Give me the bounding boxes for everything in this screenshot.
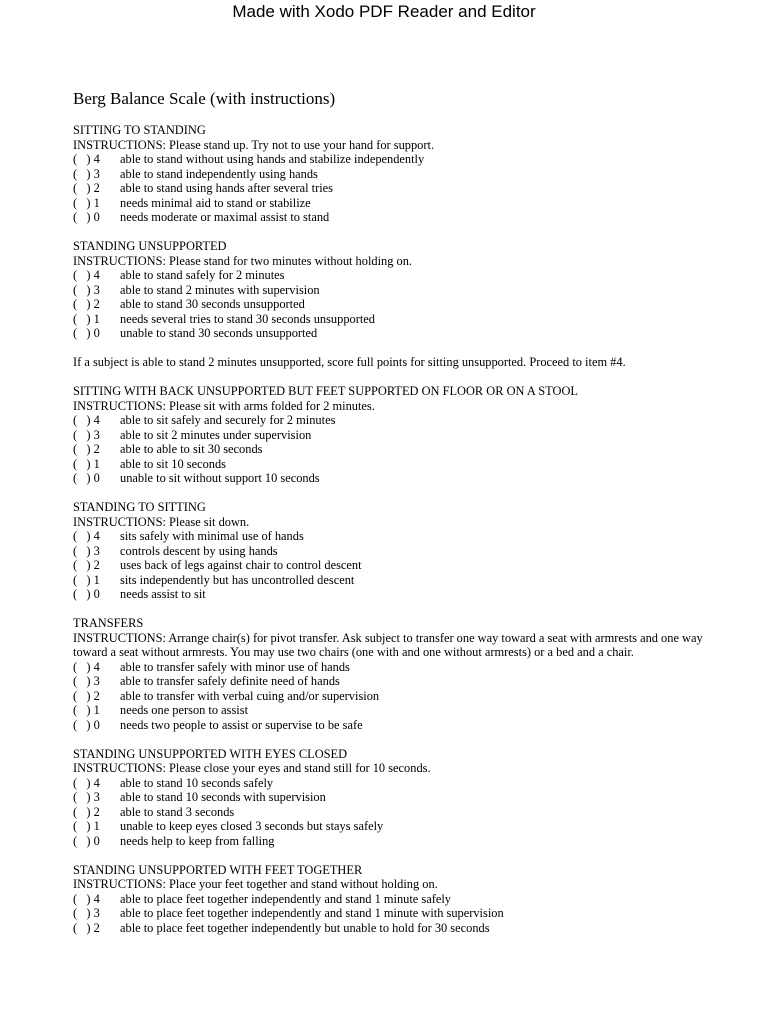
score-checkbox[interactable]: ( ) 0 (73, 326, 100, 340)
score-checkbox[interactable]: ( ) 3 (73, 166, 100, 181)
score-option (73, 689, 713, 704)
score-checkbox[interactable]: ( ) 2 (73, 688, 100, 703)
score-option (73, 283, 713, 298)
score-option-label: able to stand without using hands and stabilize independently (120, 152, 425, 166)
section-sitting-to-standing (73, 123, 713, 225)
score-checkbox[interactable]: ( ) 0 (73, 471, 100, 485)
section-standing-unsupported (73, 239, 713, 341)
score-option (73, 921, 713, 936)
score-checkbox[interactable]: ( ) 2 (73, 181, 100, 195)
section-instructions: INSTRUCTIONS: Place your feet together and stand without holding on. (73, 877, 438, 891)
score-option (73, 413, 713, 428)
score-option-label: needs assist to sit (120, 587, 206, 601)
score-checkbox[interactable]: ( ) 0 (73, 717, 100, 732)
score-option-label: needs help to keep from falling (120, 833, 275, 848)
score-option (73, 297, 713, 312)
score-checkbox[interactable]: ( ) 0 (73, 833, 100, 848)
score-option (73, 587, 713, 602)
score-option (73, 326, 713, 341)
score-option (73, 181, 713, 196)
section-instructions: INSTRUCTIONS: Please sit down. (73, 514, 250, 529)
score-option (73, 196, 713, 211)
score-option-label: able to stand using hands after several tries (120, 181, 333, 195)
score-checkbox[interactable]: ( ) 4 (73, 659, 100, 674)
document-body (73, 89, 713, 950)
score-option-label: unable to sit without support 10 seconds (120, 471, 320, 485)
score-option (73, 529, 713, 544)
score-option-label: unable to keep eyes closed 3 seconds but stays safely (120, 819, 384, 833)
score-option (73, 718, 713, 733)
score-checkbox[interactable]: ( ) 3 (73, 543, 100, 558)
score-checkbox[interactable]: ( ) 3 (73, 427, 100, 442)
score-option (73, 674, 713, 689)
score-option (73, 558, 713, 573)
score-option (73, 703, 713, 718)
score-option (73, 892, 713, 907)
score-checkbox[interactable]: ( ) 1 (73, 572, 100, 587)
score-option-label: sits safely with minimal use of hands (120, 529, 304, 543)
score-option-label: needs one person to assist (120, 703, 249, 717)
score-option (73, 457, 713, 472)
score-checkbox[interactable]: ( ) 1 (73, 819, 100, 833)
score-option-label: needs two people to assist or supervise to be safe (120, 717, 363, 732)
score-option (73, 428, 713, 443)
section-heading: SITTING TO STANDING (73, 123, 206, 137)
score-option (73, 819, 713, 834)
document-title: Berg Balance Scale (with instructions) (73, 89, 336, 108)
score-option (73, 268, 713, 283)
score-checkbox[interactable]: ( ) 4 (73, 268, 100, 282)
score-option (73, 834, 713, 849)
section-eyes-closed (73, 747, 713, 849)
score-checkbox[interactable]: ( ) 4 (73, 891, 100, 906)
score-option-label: able to stand 2 minutes with supervision (120, 282, 320, 297)
score-option-label: able to place feet together independently and stand 1 minute safely (120, 891, 451, 906)
score-option-label: unable to stand 30 seconds unsupported (120, 326, 318, 340)
score-checkbox[interactable]: ( ) 4 (73, 152, 100, 166)
score-option-label: controls descent by using hands (120, 543, 278, 558)
score-option (73, 152, 713, 167)
score-option (73, 805, 713, 820)
score-option-label: able to sit 2 minutes under supervision (120, 427, 312, 442)
watermark-banner: Made with Xodo PDF Reader and Editor (232, 2, 536, 21)
score-checkbox[interactable]: ( ) 2 (73, 297, 100, 311)
score-checkbox[interactable]: ( ) 4 (73, 775, 100, 790)
score-option (73, 573, 713, 588)
score-option-label: able to transfer safely definite need of hands (120, 674, 340, 688)
score-option (73, 471, 713, 486)
score-option-label: able to stand independently using hands (120, 166, 318, 181)
score-option-label: able to transfer with verbal cuing and/or supervision (120, 688, 380, 703)
score-checkbox[interactable]: ( ) 3 (73, 906, 100, 920)
section-heading: STANDING TO SITTING (73, 500, 206, 514)
score-option-label: able to transfer safely with minor use of hands (120, 659, 350, 674)
section-instructions: INSTRUCTIONS: Please stand for two minutes without holding on. (73, 253, 413, 268)
section-sitting-back-unsupported (73, 384, 713, 486)
section-standing-to-sitting (73, 500, 713, 602)
section-heading: STANDING UNSUPPORTED WITH FEET TOGETHER (73, 862, 363, 877)
section-instructions: INSTRUCTIONS: Please close your eyes and stand still for 10 seconds. (73, 761, 431, 775)
score-checkbox[interactable]: ( ) 2 (73, 920, 100, 935)
section-heading: TRANSFERS (73, 616, 144, 630)
section-feet-together (73, 863, 713, 936)
score-checkbox[interactable]: ( ) 0 (73, 587, 100, 601)
score-option-label: able to stand 10 seconds safely (120, 775, 274, 790)
score-option-label: needs minimal aid to stand or stabilize (120, 195, 311, 210)
score-checkbox[interactable]: ( ) 4 (73, 413, 100, 427)
score-option-label: able to stand 30 seconds unsupported (120, 297, 305, 311)
section-heading: STANDING UNSUPPORTED WITH EYES CLOSED (73, 746, 348, 761)
score-option-label: able to stand 3 seconds (120, 804, 235, 819)
section-instructions: INSTRUCTIONS: Arrange chair(s) for pivot transfer. Ask subject to transfer one way toward a seat with armrests and one way toward a seat without armrests. You may use two chairs (one with and one without armrests) or a bed and a chair. (73, 630, 703, 659)
score-option-label: able to stand safely for 2 minutes (120, 268, 285, 282)
score-option (73, 906, 713, 921)
score-option-label: needs several tries to stand 30 seconds unsupported (120, 311, 375, 326)
score-checkbox[interactable]: ( ) 3 (73, 790, 100, 804)
score-option (73, 660, 713, 675)
score-option (73, 790, 713, 805)
score-option-label: able to stand 10 seconds with supervision (120, 790, 326, 804)
score-option (73, 312, 713, 327)
score-option-label: able to sit 10 seconds (120, 456, 226, 471)
score-option-label: able to place feet together independently but unable to hold for 30 seconds (120, 920, 490, 935)
score-checkbox[interactable]: ( ) 2 (73, 442, 100, 456)
score-checkbox[interactable]: ( ) 1 (73, 311, 100, 326)
score-option-label: sits independently but has uncontrolled descent (120, 572, 355, 587)
score-checkbox[interactable]: ( ) 3 (73, 282, 100, 297)
scoring-note: If a subject is able to stand 2 minutes unsupported, score full points for sitting unsupported. Proceed to item #4. (73, 355, 626, 369)
score-option-label: able to able to sit 30 seconds (120, 442, 263, 456)
score-checkbox[interactable]: ( ) 1 (73, 456, 100, 471)
section-heading: SITTING WITH BACK UNSUPPORTED BUT FEET SUPPORTED ON FLOOR OR ON A STOOL (73, 384, 578, 398)
score-option-label: able to sit safely and securely for 2 minutes (120, 413, 336, 427)
section-instructions: INSTRUCTIONS: Please stand up. Try not to use your hand for support. (73, 137, 435, 152)
score-option-label: uses back of legs against chair to control descent (120, 558, 362, 572)
score-checkbox[interactable]: ( ) 1 (73, 195, 100, 210)
score-checkbox[interactable]: ( ) 2 (73, 558, 100, 572)
score-checkbox[interactable]: ( ) 4 (73, 529, 100, 543)
score-option (73, 210, 713, 225)
score-checkbox[interactable]: ( ) 2 (73, 804, 100, 819)
score-option (73, 776, 713, 791)
section-transfers (73, 616, 713, 732)
score-option-label: needs moderate or maximal assist to stand (120, 210, 330, 224)
score-option-label: able to place feet together independently and stand 1 minute with supervision (120, 906, 504, 920)
score-checkbox[interactable]: ( ) 0 (73, 210, 100, 224)
score-option (73, 167, 713, 182)
section-heading: STANDING UNSUPPORTED (73, 239, 227, 253)
score-checkbox[interactable]: ( ) 1 (73, 703, 100, 717)
score-option (73, 442, 713, 457)
section-instructions: INSTRUCTIONS: Please sit with arms folded for 2 minutes. (73, 398, 375, 413)
score-checkbox[interactable]: ( ) 3 (73, 674, 100, 688)
score-option (73, 544, 713, 559)
